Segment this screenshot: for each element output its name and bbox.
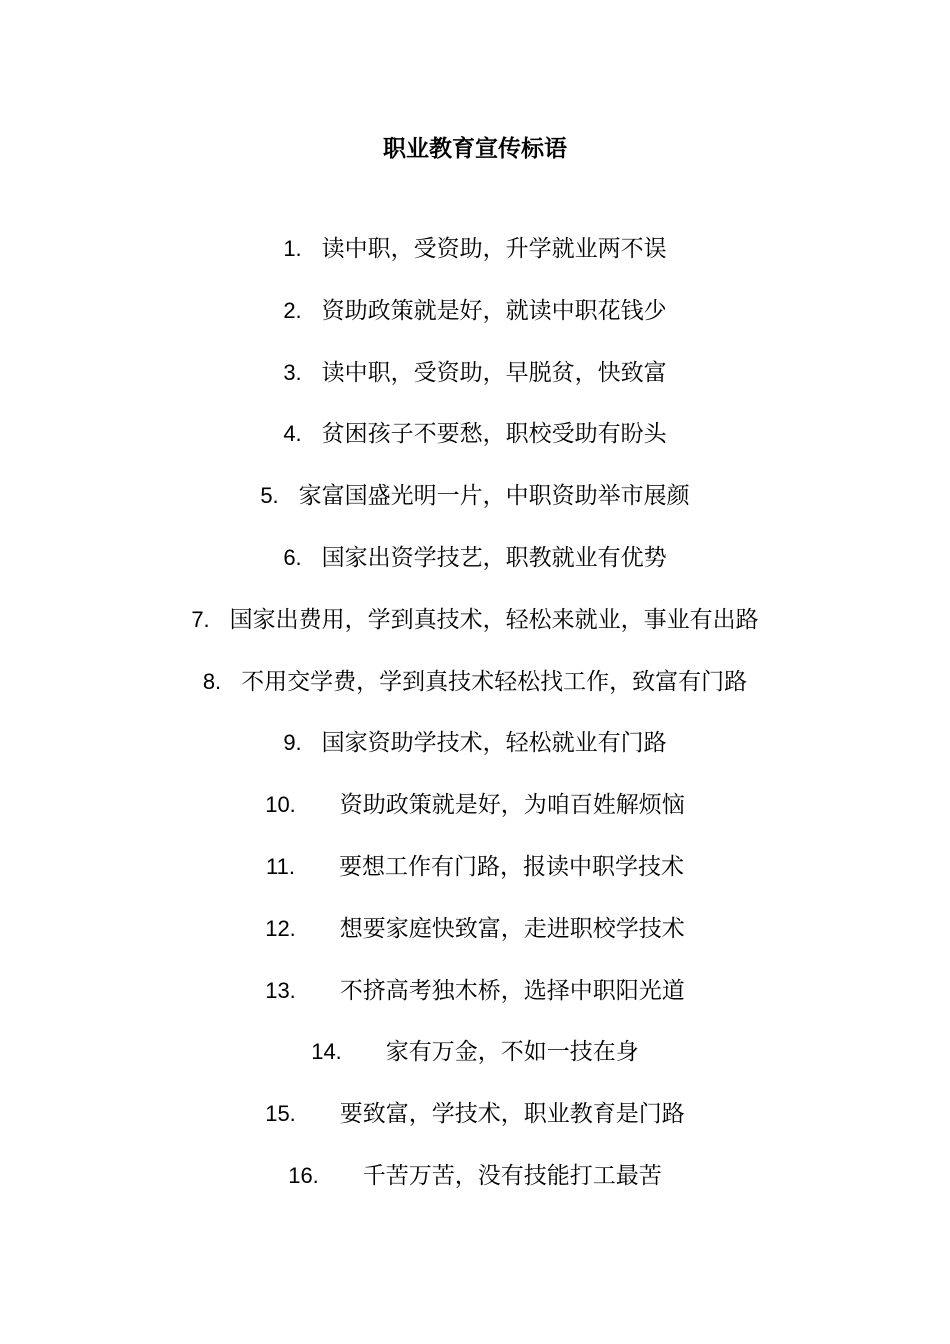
slogan-text: 要致富，学技术，职业教育是门路: [339, 1101, 685, 1128]
list-item: [0, 663, 950, 725]
item-number: 8.: [202, 668, 222, 694]
slogan-text: 资助政策就是好，就读中职花钱少: [321, 297, 667, 324]
item-number: 2.: [283, 297, 302, 323]
item-number: 7.: [191, 606, 210, 632]
item-number: 14.: [311, 1039, 342, 1065]
item-number: 12.: [265, 915, 296, 941]
slogan-text: 不挤高考独木桥，选择中职阳光道: [339, 977, 685, 1004]
list-item: [0, 230, 950, 292]
item-number: 11.: [266, 853, 295, 879]
item-number: 9.: [283, 730, 302, 756]
slogan-text: 国家资助学技术，轻松就业有门路: [321, 730, 667, 757]
slogan-text: 资助政策就是好，为咱百姓解烦恼: [339, 792, 685, 819]
list-item: [0, 724, 950, 786]
item-number: 15.: [265, 1101, 296, 1127]
list-item: [0, 786, 950, 848]
list-item: [0, 848, 950, 910]
item-number: 13.: [265, 977, 296, 1003]
item-number: 5.: [260, 483, 279, 509]
slogan-text: 贫困孩子不要愁，职校受助有盼头: [321, 421, 667, 448]
item-number: 10.: [265, 792, 296, 818]
list-item: [0, 415, 950, 477]
slogan-text: 国家出费用，学到真技术，轻松来就业，事业有出路: [229, 606, 759, 633]
list-item: [0, 972, 950, 1034]
list-item: [0, 539, 950, 601]
list-item: [0, 601, 950, 663]
list-item: [0, 1033, 950, 1095]
slogan-text: 想要家庭快致富，走进职校学技术: [339, 915, 685, 942]
list-item: [0, 1157, 950, 1219]
item-number: 6.: [283, 544, 302, 570]
list-item: [0, 477, 950, 539]
slogan-text: 要想工作有门路，报读中职学技术: [338, 853, 684, 880]
list-item: [0, 292, 950, 354]
list-item: [0, 910, 950, 972]
slogan-text: 国家出资学技艺，职教就业有优势: [321, 544, 667, 571]
item-number: 1.: [283, 236, 302, 261]
list-item: [0, 354, 950, 416]
slogan-text: 千苦万苦，没有技能打工最苦: [362, 1162, 662, 1189]
slogan-text: 不用交学费，学到真技术轻松找工作，致富有门路: [241, 668, 748, 695]
list-item: [0, 1095, 950, 1157]
item-number: 4.: [283, 421, 302, 447]
slogan-text: 家有万金，不如一技在身: [385, 1039, 639, 1066]
item-number: 3.: [283, 359, 302, 385]
slogan-text: 家富国盛光明一片，中职资助举市展颜: [298, 483, 690, 510]
slogan-text: 读中职，受资助，早脱贫，快致富: [321, 359, 667, 386]
item-number: 16.: [288, 1162, 319, 1188]
slogan-text: 读中职，受资助，升学就业两不误: [321, 236, 667, 262]
document-title: 职业教育宣传标语: [383, 136, 567, 162]
slogan-list: [0, 230, 950, 1219]
